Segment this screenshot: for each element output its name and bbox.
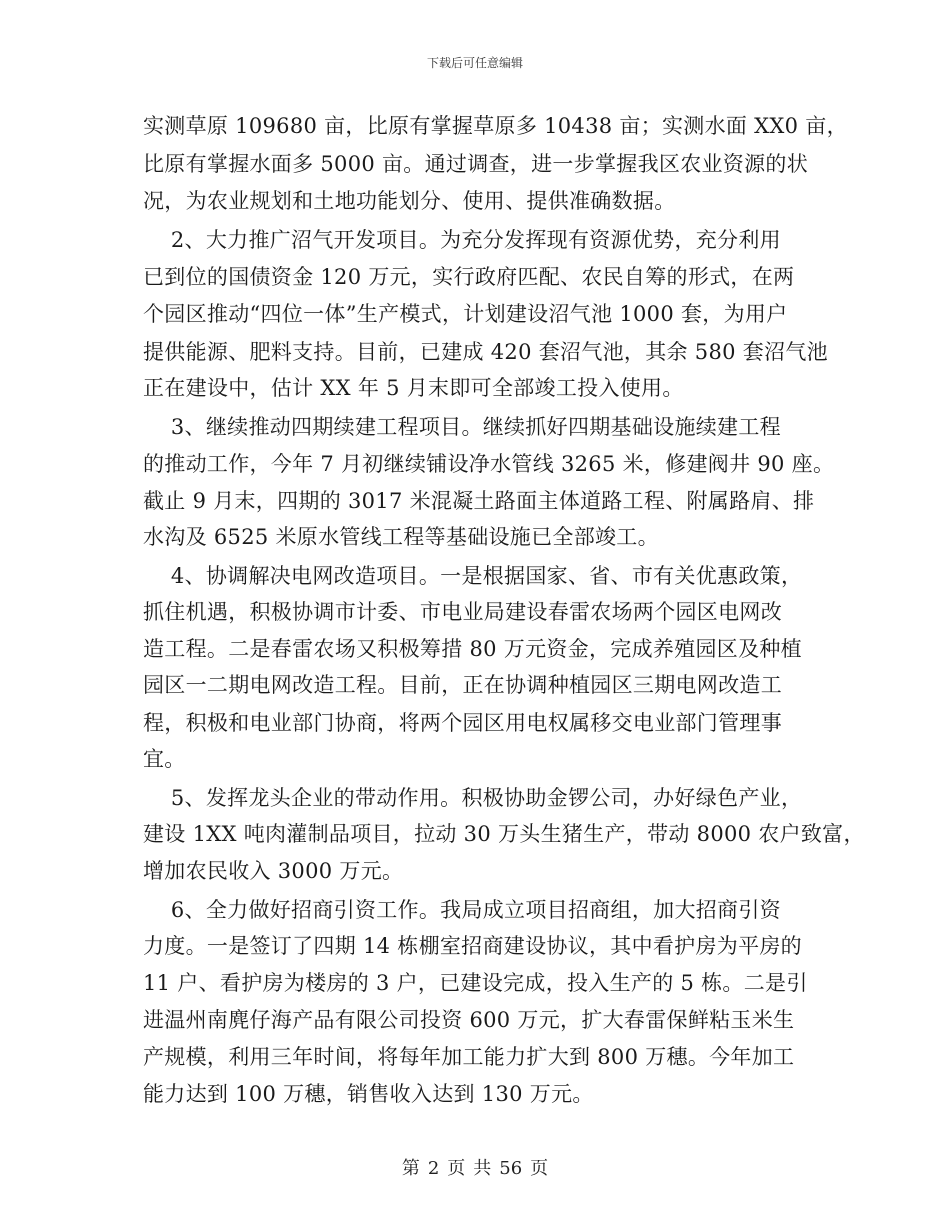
text-line: 个园区推动“四位一体”生产模式，计划建设沼气池 1000 套，为用户 <box>143 302 788 326</box>
text-line: 程，积极和电业部门协商，将两个园区用电权属移交电业部门管理事 <box>143 711 782 735</box>
text-line: 2、大力推广沼气开发项目。为充分发挥现有资源优势，充分利用 <box>143 228 781 252</box>
text-line: 正在建设中，估计 XX 年 5 月末即可全部竣工投入使用。 <box>143 376 684 400</box>
footer-total-label: 共 <box>473 1158 492 1179</box>
text-line: 宜。 <box>143 747 186 771</box>
text-line: 实测草原 109680 亩，比原有掌握草原多 10438 亩；实测水面 XX0 亩， <box>143 114 848 138</box>
text-line: 抓住机遇，积极协调市计委、市电业局建设春雷农场两个园区电网改 <box>143 600 782 624</box>
text-line: 能力达到 100 万穗，销售收入达到 130 万元。 <box>143 1082 594 1106</box>
text-line: 产规模，利用三年时间，将每年加工能力扩大到 800 万穗。今年加工 <box>143 1045 795 1069</box>
text-line: 截止 9 月末，四期的 3017 米混凝土路面主体道路工程、附属路肩、排 <box>143 489 815 513</box>
text-line: 比原有掌握水面多 5000 亩。通过调查，进一步掌握我区农业资源的状 <box>143 152 808 176</box>
text-line: 4、协调解决电网改造项目。一是根据国家、省、市有关优惠政策， <box>143 564 803 588</box>
page-footer <box>0 1154 950 1180</box>
footer-prefix: 第 <box>401 1158 420 1179</box>
text-line: 增加农民收入 3000 万元。 <box>143 859 404 883</box>
page-number: 2 <box>427 1158 440 1179</box>
page-header: 下载后可任意编辑 <box>426 56 523 70</box>
text-line: 已到位的国债资金 120 万元，实行政府匹配、农民自筹的形式，在两 <box>143 265 795 289</box>
text-line: 进温州南麂仔海产品有限公司投资 600 万元，扩大春雷保鲜粘玉米生 <box>143 1008 795 1032</box>
text-line: 况，为农业规划和土地功能划分、使用、提供准确数据。 <box>143 189 676 213</box>
text-line: 11 户、看护房为楼房的 3 户，已建设完成，投入生产的 5 栋。二是引 <box>143 971 808 995</box>
text-line: 5、发挥龙头企业的带动作用。积极协助金锣公司，办好绿色产业， <box>143 786 803 810</box>
footer-page-label: 页 <box>447 1158 466 1179</box>
text-line: 3、继续推动四期续建工程项目。继续抓好四期基础设施续建工程 <box>143 415 781 439</box>
text-line: 园区一二期电网改造工程。目前，正在协调种植园区三期电网改造工 <box>143 673 782 697</box>
text-line: 提供能源、肥料支持。目前，已建成 420 套沼气池，其余 580 套沼气池 <box>143 340 828 364</box>
text-line: 6、全力做好招商引资工作。我局成立项目招商组，加大招商引资 <box>143 898 781 922</box>
text-line: 水沟及 6525 米原水管线工程等基础设施已全部竣工。 <box>143 525 659 549</box>
text-line: 建设 1XX 吨肉灌制品项目，拉动 30 万头生猪生产，带动 8000 农户致富， <box>143 822 865 846</box>
total-pages: 56 <box>499 1158 523 1179</box>
text-line: 力度。一是签订了四期 14 栋棚室招商建设协议，其中看护房为平房的 <box>143 934 802 958</box>
text-line: 造工程。二是春雷农场又积极筹措 80 万元资金，完成养殖园区及种植 <box>143 637 802 661</box>
text-line: 的推动工作，今年 7 月初继续铺设净水管线 3265 米，修建阀井 90 座。 <box>143 452 835 476</box>
footer-suffix: 页 <box>530 1158 549 1179</box>
